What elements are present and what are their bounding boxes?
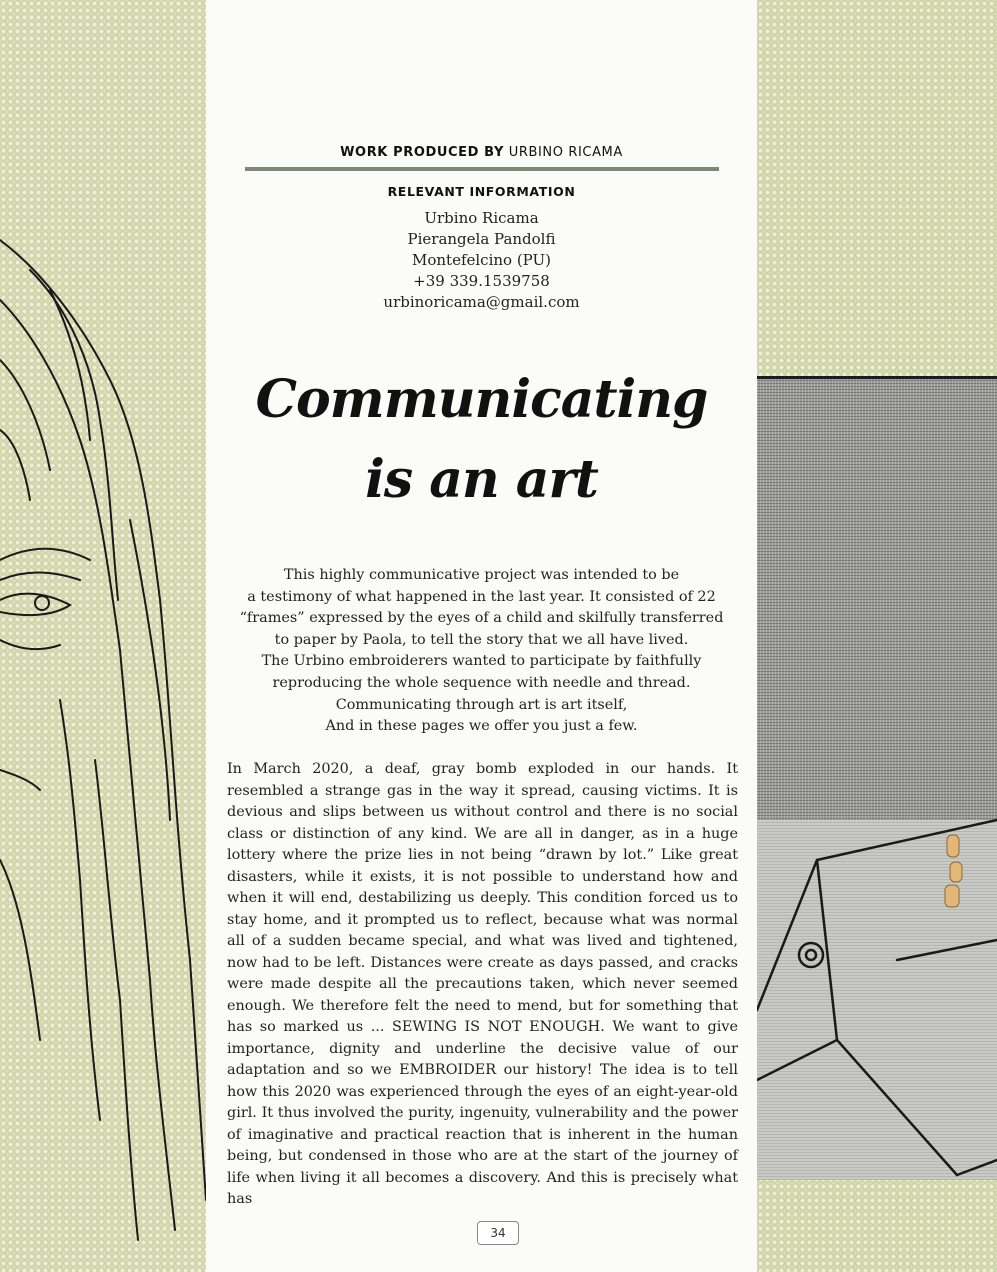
- contact-person: Pierangela Pandolfi: [407, 230, 556, 248]
- page-number: 34: [477, 1221, 519, 1245]
- article-panel: [206, 0, 757, 1272]
- intro-line: The Urbino embroiderers wanted to participate by faithfully: [261, 653, 702, 670]
- embroidery-photo-right: [757, 0, 997, 1272]
- contact-email[interactable]: urbinoricama@gmail.com: [383, 293, 580, 311]
- box-embroidery-drawing: [757, 0, 997, 1272]
- intro-line: a testimony of what happened in the last year. It consisted of 22: [247, 588, 716, 605]
- intro-line: to paper by Paola, to tell the story that we all have lived.: [274, 631, 689, 648]
- intro-line: This highly communicative project was intended to be: [283, 567, 680, 583]
- embroidery-photo-left: [0, 0, 206, 1272]
- header-divider: [245, 167, 719, 171]
- contact-org: Urbino Ricama: [424, 209, 539, 227]
- title-line-2: is an art: [365, 449, 598, 510]
- contact-phone: +39 339.1539758: [413, 272, 550, 290]
- intro-line: And in these pages we offer you just a few.: [325, 718, 638, 735]
- intro-paragraph: [226, 565, 737, 738]
- work-produced-by: [206, 145, 757, 160]
- title-line-1: Communicating: [255, 369, 708, 430]
- work-produced-name: URBINO RICAMA: [508, 145, 623, 160]
- article-title: [206, 360, 757, 520]
- face-embroidery-drawing: [0, 0, 206, 1272]
- intro-line: “frames” expressed by the eyes of a child and skilfully transferred: [239, 610, 724, 627]
- body-paragraph: In March 2020, a deaf, gray bomb exploded in our hands. It resembled a strange gas in the way it spread, causing victims. It is devious and slips between us without control and there is no social class or distinction of any kind. We are all in danger, as in a huge lottery where the prize lies in not being “drawn by lot.” Like great disasters, while it exists, it is not possible to understand how and when it will end, destabilizing us deeply. This condition forced us to stay home, and it prompted us to reflect, because what was normal all of a sudden became special, and what was lived and tightened, now had to be left. Distances were create as days passed, and cracks were made despite all the precautions taken, which never seemed enough. We therefore felt the need to mend, but for something that has so marked us ... SEWING IS NOT ENOUGH. We want to give importance, dignity and underline the decisive value of our adaptation and so we EMBROIDER our history! The idea is to tell how this 2020 was experienced through the eyes of an eight-year-old girl. It thus involved the purity, ingenuity, vulnerability and the power of imaginative and practical reaction that is inherent in the human being, but condensed in those who are at the start of the journey of life when living it all becomes a discovery. And this is precisely what has: [227, 761, 738, 1207]
- work-produced-label: WORK PRODUCED BY: [340, 145, 504, 160]
- intro-line: reproducing the whole sequence with needle and thread.: [272, 674, 691, 691]
- intro-line: Communicating through art is art itself,: [335, 696, 628, 713]
- contact-block: [206, 208, 757, 313]
- relevant-information-label: RELEVANT INFORMATION: [387, 184, 576, 199]
- contact-location: Montefelcino (PU): [411, 251, 551, 269]
